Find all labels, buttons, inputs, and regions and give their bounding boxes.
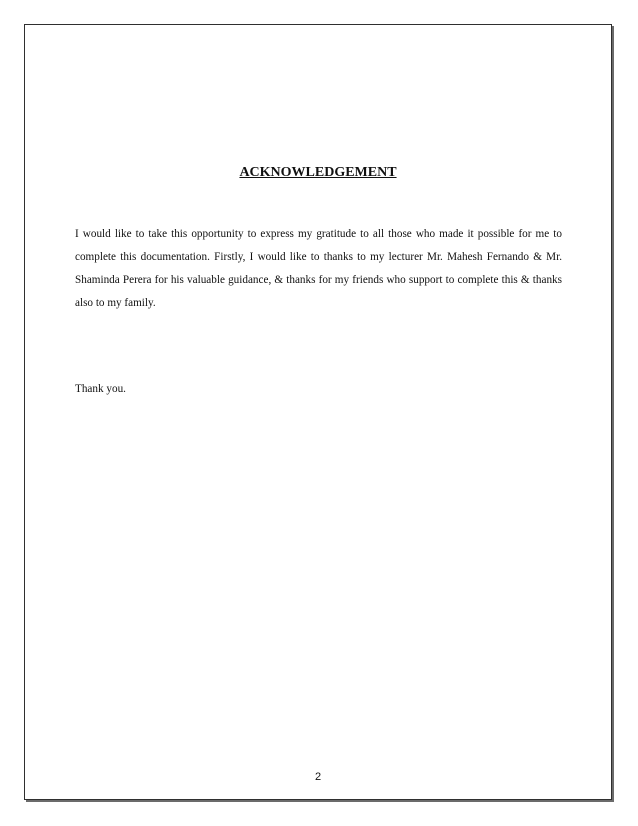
page-number: 2 — [314, 771, 322, 783]
acknowledgement-paragraph: I would like to take this opportunity to express my gratitude to all those who made it possible for me to complete this documentation. Firstly, I would like to thanks to my lecturer Mr. Mahesh Fernando & Mr. Shaminda Perera for his valuable guidance, & thanks for my friends who support to complete this & thanks also to my family. — [75, 228, 562, 309]
document-page — [24, 24, 612, 800]
closing-text: Thank you. — [75, 383, 126, 395]
page-title: ACKNOWLEDGEMENT — [239, 165, 397, 180]
